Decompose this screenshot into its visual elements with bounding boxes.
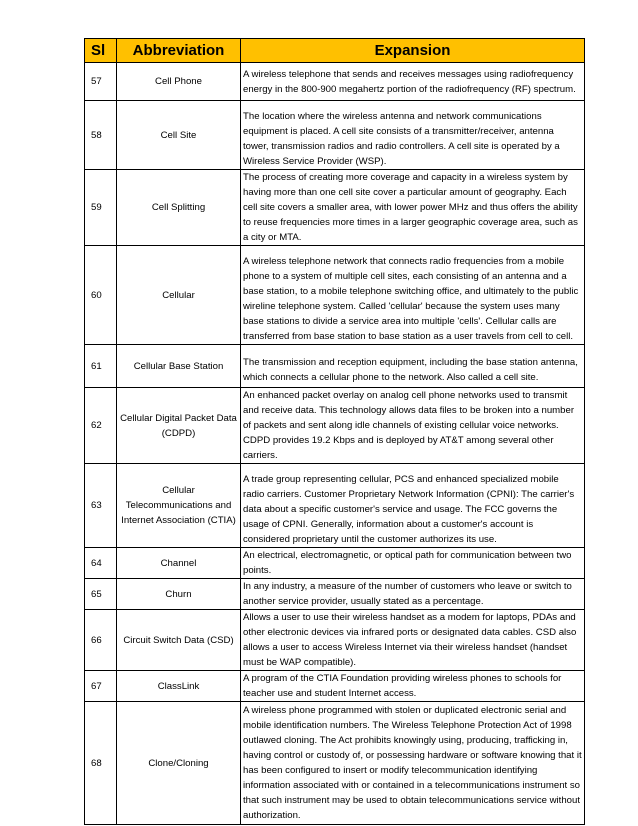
row-sl: 58 bbox=[85, 101, 117, 170]
row-abbreviation: Cellular bbox=[117, 246, 241, 345]
row-sl: 62 bbox=[85, 388, 117, 464]
header-expansion: Expansion bbox=[241, 39, 585, 63]
row-sl: 59 bbox=[85, 170, 117, 246]
row-abbreviation: ClassLink bbox=[117, 671, 241, 702]
table-row bbox=[85, 548, 585, 579]
table-row bbox=[85, 610, 585, 671]
row-expansion: In any industry, a measure of the number of customers who leave or switch to another service provider, usually stated as a percentage. bbox=[241, 579, 585, 610]
row-sl: 61 bbox=[85, 345, 117, 388]
header-row bbox=[85, 39, 585, 63]
row-expansion: The location where the wireless antenna and network communications equipment is placed. A cell site consists of a transmitter/receiver, antenna tower, transmission radios and radio controllers. A cell site is operated by a Wireless Service Provider (WSP). bbox=[241, 101, 585, 170]
row-sl: 57 bbox=[85, 63, 117, 101]
table-row bbox=[85, 345, 585, 388]
row-expansion: Allows a user to use their wireless handset as a modem for laptops, PDAs and other electronic devices via infrared ports or designated data cables. CSD also allows a user to access Wireless Internet via their wireless handset (handset must be WAP compatible). bbox=[241, 610, 585, 671]
row-sl: 63 bbox=[85, 464, 117, 548]
row-expansion: A program of the CTIA Foundation providing wireless phones to schools for teacher use and student Internet access. bbox=[241, 671, 585, 702]
row-abbreviation: Cell Splitting bbox=[117, 170, 241, 246]
row-expansion: A wireless telephone network that connects radio frequencies from a mobile phone to a system of multiple cell sites, each consisting of an antenna and a base station, to a mobile telephone switching office, and ultimately to the public wireline telephone system. Called 'cellular' because the system uses many base stations to divide a service area into multiple 'cells'. Cellular calls are transferred from base station to base station as a user travels from cell to cell. bbox=[241, 246, 585, 345]
table-row bbox=[85, 63, 585, 101]
row-expansion: An enhanced packet overlay on analog cell phone networks used to transmit and receive data. This technology allows data files to be broken into a number of packets and sent along idle channels of existing cellular voice networks. CDPD provides 19.2 Kbps and is deployed by AT&T among several other carriers. bbox=[241, 388, 585, 464]
row-sl: 67 bbox=[85, 671, 117, 702]
table-row bbox=[85, 101, 585, 170]
row-abbreviation: Channel bbox=[117, 548, 241, 579]
row-abbreviation: Cell Phone bbox=[117, 63, 241, 101]
table-row bbox=[85, 464, 585, 548]
row-sl: 65 bbox=[85, 579, 117, 610]
row-abbreviation: Cellular Digital Packet Data (CDPD) bbox=[117, 388, 241, 464]
header-sl: Sl bbox=[85, 39, 117, 63]
table-row bbox=[85, 246, 585, 345]
row-abbreviation: Cellular Telecommunications and Internet Association (CTIA) bbox=[117, 464, 241, 548]
row-abbreviation: Clone/Cloning bbox=[117, 702, 241, 825]
table-row bbox=[85, 170, 585, 246]
table-row bbox=[85, 579, 585, 610]
row-abbreviation: Churn bbox=[117, 579, 241, 610]
row-sl: 64 bbox=[85, 548, 117, 579]
row-expansion: A wireless telephone that sends and receives messages using radiofrequency energy in the 800-900 megahertz portion of the radiofrequency (RF) spectrum. bbox=[241, 63, 585, 101]
row-expansion: A trade group representing cellular, PCS and enhanced specialized mobile radio carriers. Customer Proprietary Network Information (CPNI): The carrier's data about a specific customer's service and usage. The FCC governs the usage of CPNI. Generally, information about a customer's account is considered proprietary until the customer authorizes its use. bbox=[241, 464, 585, 548]
table-row bbox=[85, 702, 585, 825]
row-sl: 68 bbox=[85, 702, 117, 825]
glossary-table bbox=[84, 38, 585, 825]
row-abbreviation: Cell Site bbox=[117, 101, 241, 170]
table-row bbox=[85, 671, 585, 702]
row-expansion: The process of creating more coverage and capacity in a wireless system by having more than one cell site cover a particular amount of geography. Each cell site covers a smaller area, with lower power MHz and thus offers the ability to reuse frequencies more times in a larger geographic coverage area, such as a city or MTA. bbox=[241, 170, 585, 246]
table-row bbox=[85, 388, 585, 464]
row-expansion: An electrical, electromagnetic, or optical path for communication between two points. bbox=[241, 548, 585, 579]
row-abbreviation: Circuit Switch Data (CSD) bbox=[117, 610, 241, 671]
row-expansion: The transmission and reception equipment, including the base station antenna, which connects a cellular phone to the network. Also called a cell site. bbox=[241, 345, 585, 388]
row-sl: 66 bbox=[85, 610, 117, 671]
row-sl: 60 bbox=[85, 246, 117, 345]
header-abbreviation: Abbreviation bbox=[117, 39, 241, 63]
row-abbreviation: Cellular Base Station bbox=[117, 345, 241, 388]
row-expansion: A wireless phone programmed with stolen or duplicated electronic serial and mobile identification numbers. The Wireless Telephone Protection Act of 1998 outlawed cloning. The Act prohibits knowingly using, producing, trafficking in, having control or custody of, or possessing hardware or software knowing that it has been configured to insert or modify telecommunication identifying information associated with or contained in a telecommunications instrument so that such instrument may be used to obtain telecommunications service without authorization. bbox=[241, 702, 585, 825]
